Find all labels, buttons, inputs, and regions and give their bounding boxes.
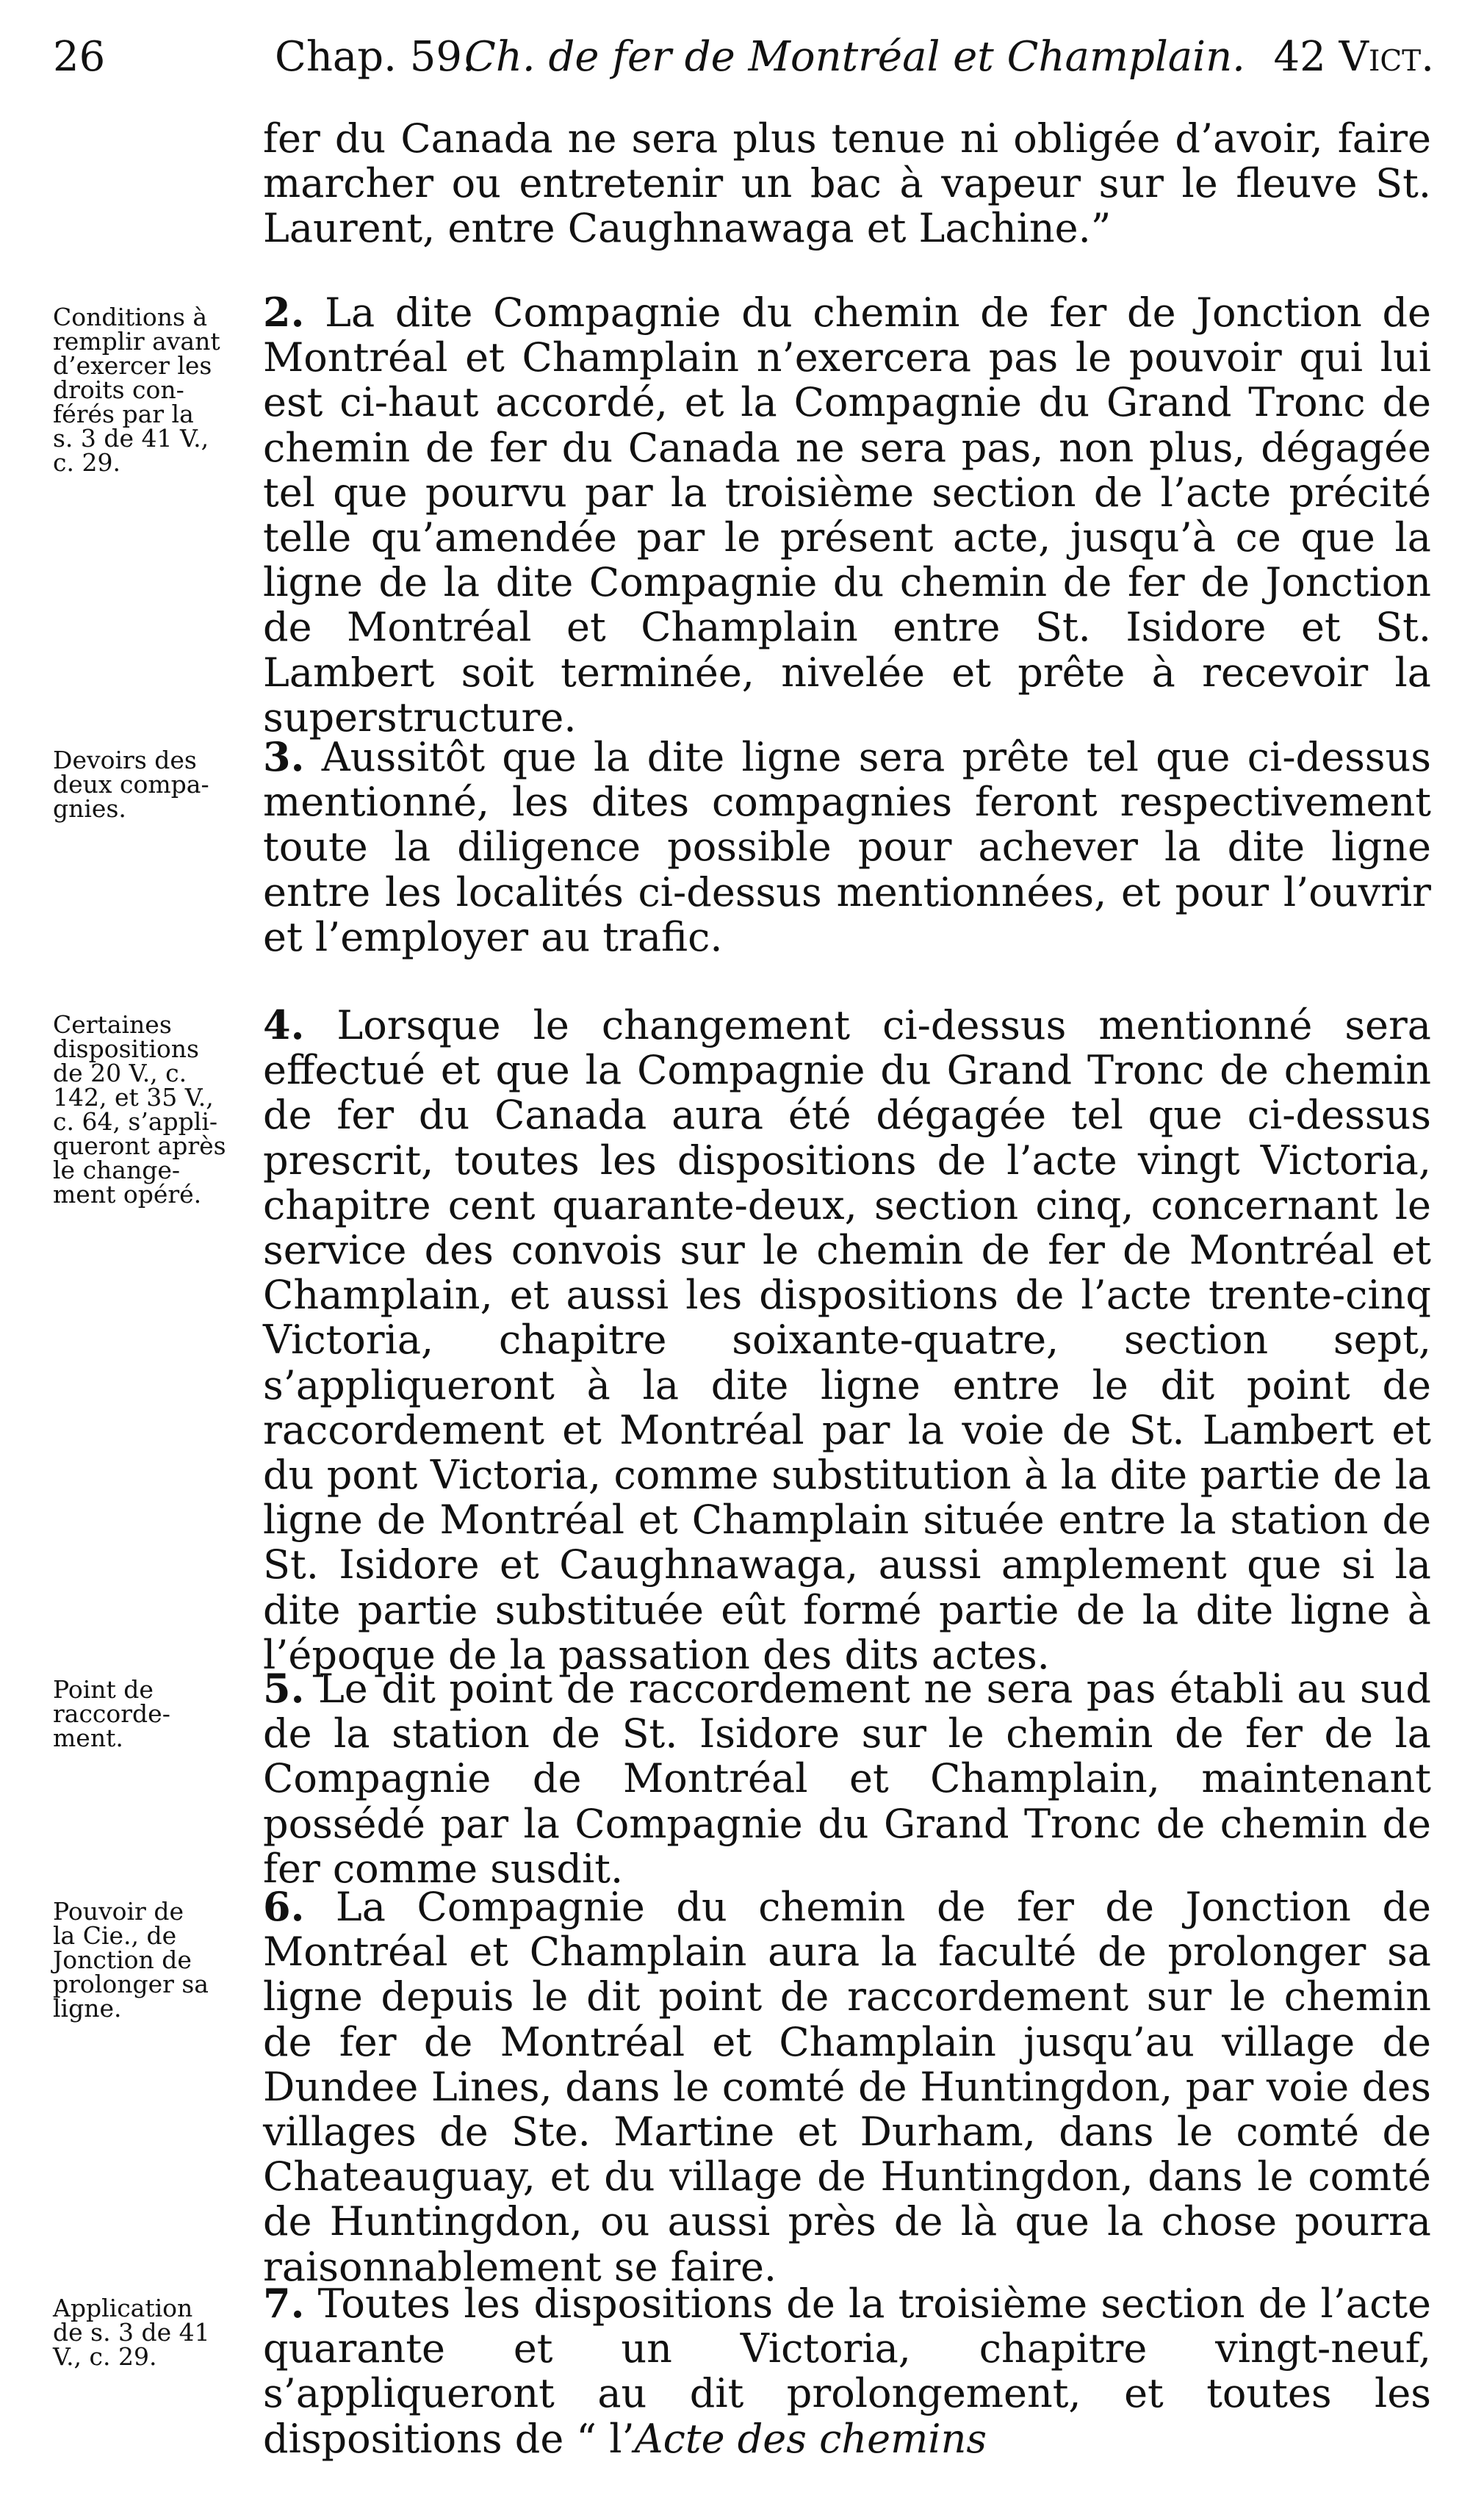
- paragraph-text: La Compagnie du chemin de fer de Jonction de Montréal et Champlain aura la faculté de prolonger sa ligne depuis le dit point de raccordement sur le chemin de fer de Montréal et Champlain jusqu’au village de Dundee Lines, dans le comté de Huntingdon, par voie des villages de Ste. Martine et Durham, dans le comté de Chateauguay, et du village de Huntingdon, dans le comté de Huntingdon, ou aussi près de là que la chose pourra raisonnablement se faire.: [263, 1884, 1431, 2290]
- running-title: Ch. de fer de Montréal et Champlain.: [464, 33, 1245, 81]
- section-number: 6.: [263, 1883, 305, 1930]
- page-number: 26: [53, 33, 106, 81]
- paragraph-text: Le dit point de raccordement ne sera pas établi au sud de la station de St. Isidore sur le chemin de fer de la Compagnie de Montréal et Champlain, maintenant possédé par la Compagnie du Grand Tronc de chemin de fer comme susdit.: [263, 1666, 1432, 1892]
- margin-note-conditions: Conditions à remplir avant d’exercer les droits con- férés par la s. 3 de 41 V., c. 29.: [53, 303, 220, 477]
- paragraph-text: fer du Canada ne sera plus tenue ni obligée d’avoir, faire marcher ou entretenir un bac à vapeur sur le fleuve St. Laurent, entre Caughnawaga et Lachine.”: [263, 115, 1431, 252]
- paragraph-italic-tail: Acte des chemins: [634, 2415, 987, 2462]
- section-5: [263, 1666, 1431, 1891]
- margin-note-pouvoir: Pouvoir de la Cie., de Jonction de prolonger sa ligne.: [53, 1897, 209, 2023]
- paragraph-text: Toutes les dispositions de la troisième section de l’acte quarante et un Victoria, chapitre vingt-neuf, s’appliqueront au dit prolongement, et toutes les dispositions de “ l’: [263, 2280, 1432, 2462]
- section-number: 2.: [263, 289, 305, 336]
- section-4: [263, 1003, 1431, 1677]
- section-6: [263, 1884, 1431, 2289]
- margin-note-certaines-dispositions: Certaines dispositions de 20 V., c. 142, et 35 V., c. 64, s’appli- queront après le change- ment opéré.: [53, 1010, 226, 1209]
- margin-note-devoirs: Devoirs des deux compa- gnies.: [53, 746, 209, 823]
- section-2: [263, 290, 1431, 740]
- paragraph-text: Lorsque le changement ci-dessus mentionné sera effectué et que la Compagnie du Grand Tronc de chemin de fer du Canada aura été dégagée tel que ci-dessus prescrit, toutes les dispositions de l’acte vingt Victoria, chapitre cent quarante-deux, section cinq, concernant le service des convois sur le chemin de fer de Montréal et Champlain, et aussi les dispositions de l’acte trente-cinq Victoria, chapitre soixante-quatre, section sept, s’appliqueront à la dite ligne entre le dit point de raccordement et Montréal par la voie de St. Lambert et du pont Victoria, comme substitution à la dite partie de la ligne de Montréal et Champlain située entre la station de St. Isidore et Caughnawaga, aussi amplement que si la dite partie substituée eût formé partie de la dite ligne à l’époque de la passation des dits actes.: [263, 1002, 1431, 1678]
- margin-note-application: Application de s. 3 de 41 V., c. 29.: [53, 2294, 210, 2371]
- section-number: 4.: [263, 1001, 305, 1048]
- paragraph-text: Aussitôt que la dite ligne sera prête tel que ci-dessus mentionné, les dites compagnies feront respectivement toute la diligence possible pour achever la dite ligne entre les localités ci-dessus mentionnées, et pour l’ouvrir et l’employer au trafic.: [263, 734, 1431, 960]
- paragraph-continuation: [263, 116, 1431, 251]
- margin-note-point-raccordement: Point de raccorde- ment.: [53, 1675, 170, 1752]
- section-number: 7.: [263, 2280, 305, 2327]
- section-number: 5.: [263, 1665, 305, 1712]
- section-3: [263, 735, 1431, 960]
- chapter-label: Chap. 59.: [275, 33, 475, 81]
- paragraph-text: La dite Compagnie du chemin de fer de Jonction de Montréal et Champlain n’exercera pas le pouvoir qui lui est ci-haut accordé, et la Compagnie du Grand Tronc de chemin de fer du Canada ne sera pas, non plus, dégagée tel que pourvu par la troisième section de l’acte précité telle qu’amendée par le présent acte, jusqu’à ce que la ligne de la dite Compagnie du chemin de fer de Jonction de Montréal et Champlain entre St. Isidore et St. Lambert soit terminée, nivelée et prête à recevoir la superstructure.: [263, 289, 1432, 741]
- regnal-year: 42 Vict.: [1273, 33, 1434, 81]
- section-7: [263, 2281, 1431, 2461]
- section-number: 3.: [263, 733, 305, 780]
- running-header: [53, 28, 1434, 87]
